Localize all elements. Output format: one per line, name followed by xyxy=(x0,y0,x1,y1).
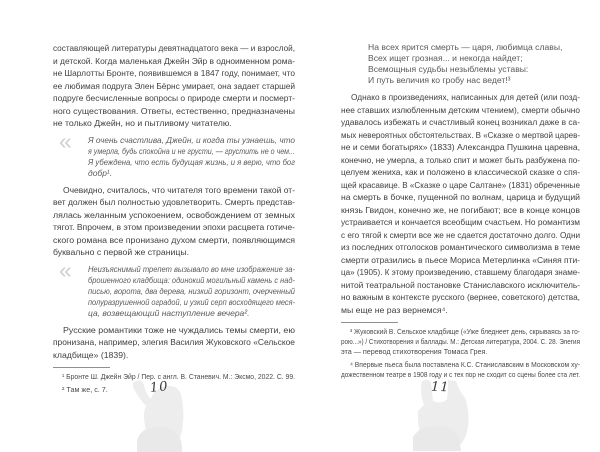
text-line: ного существования. Ответы, естественно, предназначены xyxy=(53,105,295,116)
body-paragraph xyxy=(53,324,295,362)
text-line: ⁴ Впервые пьеса была поставлена К.С. Станиславским в Московском ху- xyxy=(350,360,580,369)
text-line: брошенного кладбища: одинокий могильный камень с над- xyxy=(88,274,295,285)
text-line: Неизъяснимый трепет вызывало во мне изображение за- xyxy=(88,263,295,274)
text-line: мых невероятных обстоятельствах. В «Сказке о мертвой царев- xyxy=(341,129,580,140)
text-line: На всех ярится смерть — царя, любимца славы, xyxy=(368,42,563,52)
text-line: Очевидно, считалось, что читателя того времени такой от- xyxy=(63,184,295,195)
text-line: мы еще не раз вернемся⁴. xyxy=(341,304,448,315)
page-left xyxy=(53,42,295,398)
text-line: не только Джейн, но и пытливому читателю. xyxy=(53,118,232,128)
text-line: дожественном театре в 1908 году и с тех пор не сходит со сцены более ста лет. xyxy=(341,370,580,379)
text-line: писью, ворота, два дерева, низкий горизонт, очерченный xyxy=(88,285,295,296)
text-line: составляющей литературы девятнадцатого века — и взрослой, xyxy=(53,43,295,53)
text-line: подруге бесчисленные вопросы о природе смерти и посмерт- xyxy=(53,93,295,103)
text-line: полуразрушенной оградой, и узкий серп восходящего меся- xyxy=(88,296,295,307)
text-line: не и семи богатырях» (1833) Александра Пушкина царевна, xyxy=(341,142,580,152)
quote-block xyxy=(59,256,295,319)
body-paragraph xyxy=(341,91,580,316)
text-line: лялась желанным успокоением, освобождением от земных xyxy=(53,209,295,220)
footnote-divider xyxy=(53,367,110,368)
text-line: нее ставших излюбленным детским чтением), смерти обычно xyxy=(341,104,580,115)
quote-block xyxy=(59,127,295,179)
text-line: князь Гвидон, конечно же, не погибают; все в конце концов xyxy=(341,204,580,215)
text-line: нитой театральной постановке Станиславского исключитель- xyxy=(341,279,580,290)
text-line: ² Там же, с. 7. xyxy=(62,385,108,394)
quote-chevron-icon: « xyxy=(59,256,70,283)
text-line: из последних отголосков романтического символизма в теме xyxy=(341,242,580,252)
body-paragraph xyxy=(53,184,295,259)
text-line: тягот. Впрочем, в этом произведении эпохи расцвета готиче- xyxy=(53,222,295,232)
text-line: эта — перевод стихотворения Томаса Грея. xyxy=(341,347,488,356)
text-line: пронизана, например, элегия Василия Жуковского «Сельское xyxy=(53,337,295,347)
footnote xyxy=(341,360,580,380)
text-line: буквально с первой же страницы. xyxy=(53,247,189,257)
text-line: щей красавице. В «Сказке о царе Салтане» (1831) обреченные xyxy=(341,179,580,190)
text-line: ца» (1905). К этому произведению, ставшему благодаря знаме- xyxy=(341,267,580,277)
text-line: ца, возвещающий наступление вечера². xyxy=(88,307,250,318)
text-line: добр¹. xyxy=(88,167,113,178)
text-line: Всех ищет грозная... и некогда найдет; xyxy=(368,53,523,63)
text-line: Я убеждена, что есть будущая жизнь, и я верю, что бог xyxy=(88,156,295,167)
text-line: смерти отразились в пьесе Мориса Метерлинка «Синяя пти- xyxy=(341,254,580,265)
bottom-silhouette-icon xyxy=(134,424,186,452)
text-line: кладбище» (1839). xyxy=(53,349,129,360)
page-right xyxy=(341,42,580,383)
text-line: вет должен был полностью удовлетворить. Смерть представ- xyxy=(53,197,295,207)
text-line: и детской. Когда маленькая Джейн Эйр в одноименном рома- xyxy=(53,55,295,66)
quote-chevron-icon: « xyxy=(59,127,70,154)
text-line: ского романа все пронизано духом смерти, появляющимся xyxy=(53,234,295,245)
text-line: Однако в произведениях, написанных для детей (или позд- xyxy=(351,92,580,102)
text-line: не Шарлотты Бронте, появившемся в 1847 году, понимает, что xyxy=(53,68,295,78)
bottom-silhouette-icon xyxy=(409,423,465,451)
text-line: удавалось избежать и счастливый конец возникал даже в са- xyxy=(341,117,580,127)
text-line: ¹ Бронте Ш. Джейн Эйр / Пер. с англ. В. Станевич. М.: Эксмо, 2022. С. 99. xyxy=(62,372,295,381)
text-line: я умерла, будь спокойна и не грусти, — грустить не о чем... xyxy=(88,145,295,156)
text-line: И путь величия ко гробу нас ведет!³ xyxy=(368,75,511,85)
body-paragraph xyxy=(53,42,295,130)
text-line: но важным в контексте русского (вернее, советского) детства, xyxy=(341,292,580,302)
text-line: устраивается и кончается всеобщим счастьем. Но романтизм xyxy=(341,217,580,227)
text-line: конечно, не умерла, а только спит и может быть разбужена по- xyxy=(341,154,580,165)
text-line: целуем жениха, как и положено в классической сказке о спя- xyxy=(341,167,580,177)
verse-quote xyxy=(368,42,580,86)
footnote xyxy=(341,327,580,357)
text-line: Русские романтики тоже не чуждались темы смерти, ею xyxy=(63,324,295,335)
text-line: с его тягой к смерти все же не сдается достаточно долго. Одни xyxy=(341,229,580,240)
text-line: ³ Жуковский В. Сельское кладбище («Уже бледнеет день, скрываясь за го- xyxy=(350,327,580,336)
text-line: на смерть в бочке, пущенной по волнам, царица и будущий xyxy=(341,192,580,202)
quote-text xyxy=(88,135,295,179)
text-line: ее любимая подруга Элен Бёрнс умирает, она задает старшей xyxy=(53,80,295,91)
text-line: Всемощныя судьбы незыблемы уставы: xyxy=(368,64,529,74)
page-number: 10 xyxy=(149,379,170,396)
text-line: Я очень счастлива, Джейн, и когда ты узнаешь, что xyxy=(88,134,295,145)
footnote-divider xyxy=(341,322,398,323)
page-number: 11 xyxy=(430,379,450,396)
text-line: рою...») / Стихотворения и баллады. М.: Детская литература, 2004. С. 28. Элегия xyxy=(341,337,580,346)
quote-text xyxy=(88,264,295,319)
